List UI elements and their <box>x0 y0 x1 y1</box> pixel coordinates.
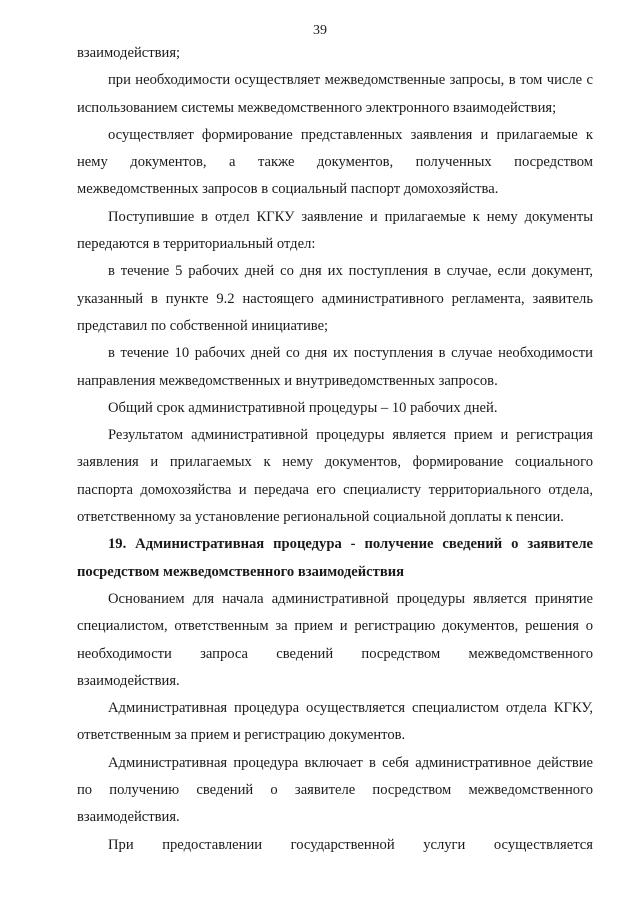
paragraph: При предоставлении государственной услуги осуществляется <box>108 836 593 853</box>
section-heading: 19. Административная процедура - получение сведений о заявителе посредством межведомственного взаимодействия <box>77 536 593 580</box>
paragraph: в течение 5 рабочих дней со дня их поступления в случае, если документ, указанный в пункте 9.2 настоящего административного регламента, заявитель представил по собственной инициативе; <box>77 263 593 334</box>
document-body <box>77 40 593 859</box>
page-number: 39 <box>313 23 327 38</box>
paragraph: в течение 10 рабочих дней со дня их поступления в случае необходимости направления межведомственных и внутриведомственных запросов. <box>77 345 593 389</box>
paragraph: Поступившие в отдел КГКУ заявление и прилагаемые к нему документы передаются в территориальный отдел: <box>77 208 593 253</box>
paragraph: Административная процедура осуществляется специалистом отдела КГКУ, ответственным за прием и регистрацию документов. <box>77 700 593 744</box>
paragraph: Административная процедура включает в себя административное действие по получению сведений о заявителе посредством межведомственного взаимодействия. <box>77 754 593 826</box>
paragraph: Общий срок административной процедуры – 10 рабочих дней. <box>108 399 498 416</box>
paragraph: осуществляет формирование представленных заявления и прилагаемые к нему документов, а также документов, полученных посредством межведомственных запросов в социальный паспорт домохозяйства. <box>77 126 593 198</box>
paragraph: Результатом административной процедуры является прием и регистрация заявления и прилагаемых к нему документов, формирование социального паспорта домохозяйства и передача его специалисту территориального отдела, ответственному за установление региональной социальной доплаты к пенсии. <box>77 427 593 526</box>
paragraph: при необходимости осуществляет межведомственные запросы, в том числе с использованием системы межведомственного электронного взаимодействия; <box>77 72 593 116</box>
paragraph: взаимодействия; <box>77 45 181 61</box>
paragraph: Основанием для начала административной процедуры является принятие специалистом, ответственным за прием и регистрацию документов, решения о необходимости запроса сведений посредством межведомственного взаимодействия. <box>77 590 593 689</box>
